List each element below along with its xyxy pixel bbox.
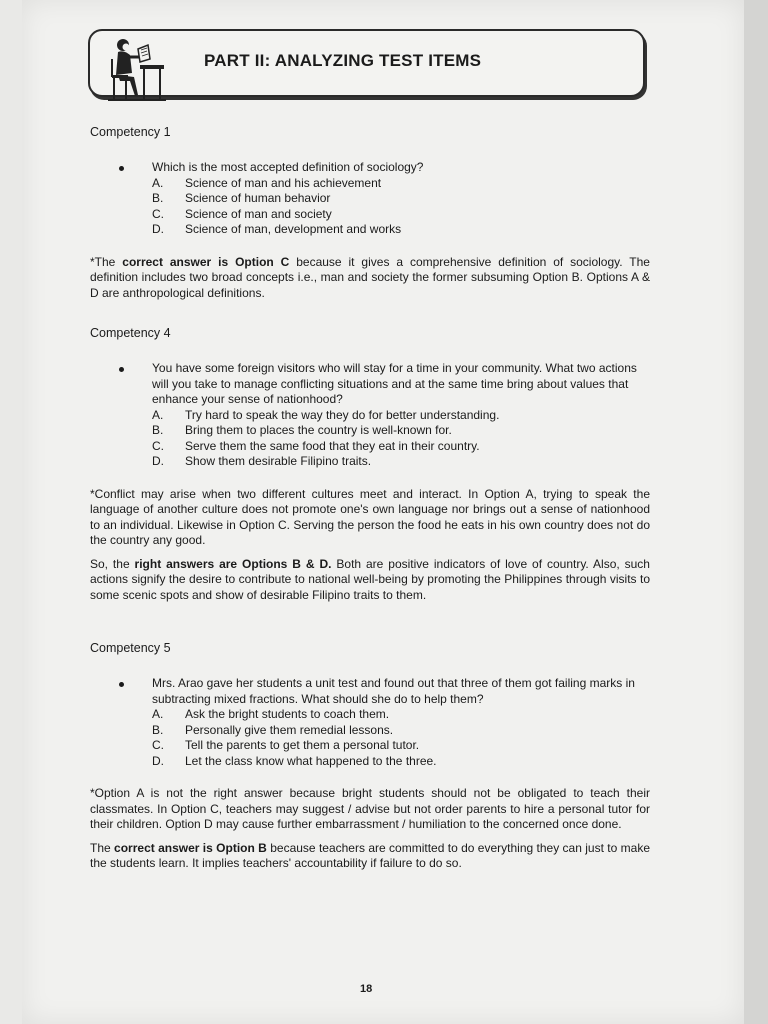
competency-heading: Competency 1 [90, 125, 171, 139]
option-text: Serve them the same food that they eat in their country. [185, 438, 480, 453]
answer-highlight: correct answer is Option B [114, 840, 267, 855]
explanation-text: because teachers are committed to do everything they can just to make the students learn. It implies teachers' accountability if failure to do so. [90, 840, 651, 870]
bullet-icon [119, 166, 124, 171]
option-text: Science of man, development and works [185, 222, 402, 236]
option-item [152, 423, 650, 439]
option-item [152, 738, 650, 754]
option-text: Try hard to speak the way they do for better understanding. [185, 407, 500, 422]
option-item [152, 723, 650, 739]
competency-heading: Competency 5 [90, 641, 171, 655]
option-list [152, 176, 650, 238]
option-letter: B. [152, 191, 164, 205]
option-text: Ask the bright students to coach them. [185, 707, 390, 721]
explanation-paragraph [90, 786, 650, 833]
option-letter: C. [152, 438, 164, 453]
page-number: 18 [360, 983, 373, 995]
explanation-paragraph [90, 255, 650, 302]
option-text: Personally give them remedial lessons. [185, 722, 394, 737]
explanation-text: because it gives a comprehensive definition of sociology. The definition includes two broad concepts i.e., man and society the former subsuming Option B. Options A & D are anthropological definitions. [90, 254, 650, 300]
option-letter: D. [152, 753, 164, 768]
question-item [152, 361, 650, 408]
option-letter: B. [152, 423, 164, 437]
explanation-text: *The [90, 254, 123, 269]
option-letter: A. [152, 707, 164, 721]
option-item [152, 207, 650, 223]
running-header [520, 0, 738, 4]
option-text: Let the class know what happened to the three. [185, 753, 437, 768]
option-letter: D. [152, 454, 164, 468]
option-letter: A. [152, 175, 164, 190]
page-edge [744, 0, 768, 1024]
option-item [152, 222, 650, 238]
option-item [152, 707, 650, 723]
competency-heading: Competency 4 [90, 326, 171, 340]
bullet-icon [119, 367, 124, 372]
explanation-text: Both are positive indicators of love of country. Also, such actions signify the desire to contribute to national well-being by promoting the Philippines through visits to some scenic spots and show of desirable Filipino traits to them. [90, 556, 650, 602]
part-title: PART II: ANALYZING TEST ITEMS [204, 51, 482, 70]
option-text: Bring them to places the country is well-known for. [185, 423, 452, 437]
answer-paragraph [90, 841, 650, 872]
explanation-paragraph [90, 487, 650, 549]
option-text: Science of human behavior [185, 191, 331, 205]
explanation-text: So, the [90, 556, 135, 571]
competency-section-4 [90, 326, 650, 603]
option-item [152, 408, 650, 424]
answer-paragraph [90, 557, 650, 604]
answer-highlight: right answers are Options B & D. [134, 556, 332, 571]
option-letter: B. [152, 722, 164, 737]
option-item [152, 754, 650, 770]
competency-section-5 [90, 641, 650, 872]
question-item [152, 160, 650, 176]
option-list [152, 408, 650, 470]
option-text: Show them desirable Filipino traits. [185, 454, 372, 468]
question-text: Which is the most accepted definition of sociology? [152, 160, 424, 174]
explanation-text: The [90, 840, 115, 855]
option-letter: C. [152, 738, 164, 752]
question-text: You have some foreign visitors who will stay for a time in your community. What two actions will you take to manage conflicting situations and at the same time bring about values that enhance your sense of nationhood? [152, 361, 637, 406]
bullet-icon [119, 682, 124, 687]
option-text: Science of man and society [185, 206, 332, 221]
option-item [152, 176, 650, 192]
explanation-text: *Option A is not the right answer because bright students should not be obligated to teach their classmates. In Option C, teachers may suggest / advise but not order parents to hire a personal tutor for their children. Option D may cause further embarrassment / humiliation to the concerned once done. [90, 786, 650, 831]
explanation-text: *Conflict may arise when two different cultures meet and interact. In Option A, trying to speak the language of another culture does not promote one's own language nor brings out a sense of nationhood to an individual. Likewise in Option C. Serving the person the food he eats in his own country does not do the country any good. [90, 486, 650, 547]
option-text: Tell the parents to get them a personal tutor. [185, 738, 420, 752]
option-item [152, 454, 650, 470]
option-item [152, 191, 650, 207]
competency-section-1 [90, 125, 650, 301]
reading-woman-icon [108, 35, 166, 105]
option-letter: C. [152, 206, 164, 221]
option-letter: D. [152, 222, 164, 236]
option-list [152, 707, 650, 769]
part-banner [88, 29, 645, 97]
question-text: Mrs. Arao gave her students a unit test and found out that three of them got failing marks in subtracting mixed fractions. What should she do to help them? [152, 676, 635, 706]
option-letter: A. [152, 407, 164, 422]
option-text: Science of man and his achievement [185, 175, 382, 190]
answer-highlight: correct answer is Option C [122, 254, 290, 269]
question-item [152, 676, 650, 707]
option-item [152, 439, 650, 455]
